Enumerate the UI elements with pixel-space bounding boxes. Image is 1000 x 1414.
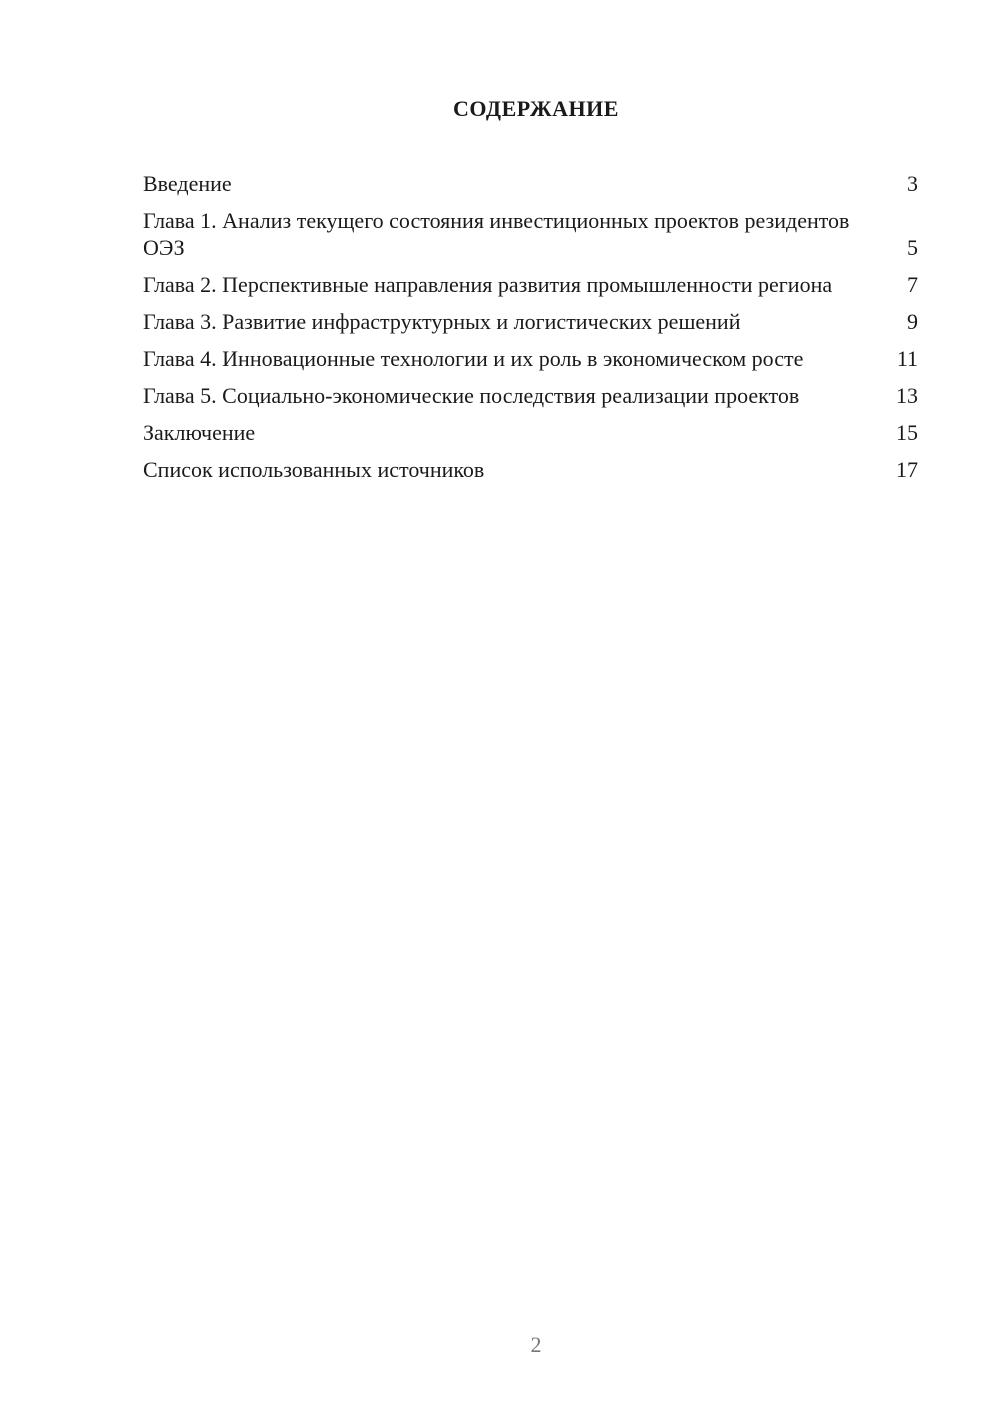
toc-item-page: 5 [907,235,918,260]
toc-item-chapter-1[interactable] [143,207,918,261]
toc-item-label: Заключение [143,420,256,445]
page-number: 2 [530,1332,542,1357]
toc-item-chapter-3[interactable] [143,308,918,335]
toc-item-introduction[interactable] [143,170,918,197]
toc-item-conclusion[interactable] [143,419,918,446]
toc-item-label: Введение [143,171,232,196]
toc-item-page: 7 [907,272,918,297]
toc-item-references[interactable] [143,456,918,483]
toc-item-page: 9 [907,309,918,334]
toc-item-chapter-4[interactable] [143,345,918,372]
toc-item-chapter-5[interactable] [143,382,918,409]
toc-item-page: 13 [896,383,918,408]
toc-item-page: 15 [896,420,918,445]
toc-item-label: Глава 3. Развитие инфраструктурных и логистических решений [143,309,741,334]
toc-item-page: 3 [907,171,918,196]
toc-item-page: 17 [896,457,918,482]
page-title: СОДЕРЖАНИЕ [453,96,619,121]
toc-item-label: Глава 5. Социально-экономические последствия реализации проектов [143,383,800,408]
toc-item-label: Глава 2. Перспективные направления развития промышленности региона [143,272,833,297]
toc-item-chapter-2[interactable] [143,271,918,298]
toc-item-label: Глава 1. Анализ текущего состояния инвестиционных проектов резидентов ОЭЗ [143,208,850,260]
toc-item-label: Список использованных источников [143,457,485,482]
table-of-contents [143,170,918,493]
toc-item-label: Глава 4. Инновационные технологии и их роль в экономическом росте [143,346,804,371]
toc-item-page: 11 [896,346,918,371]
